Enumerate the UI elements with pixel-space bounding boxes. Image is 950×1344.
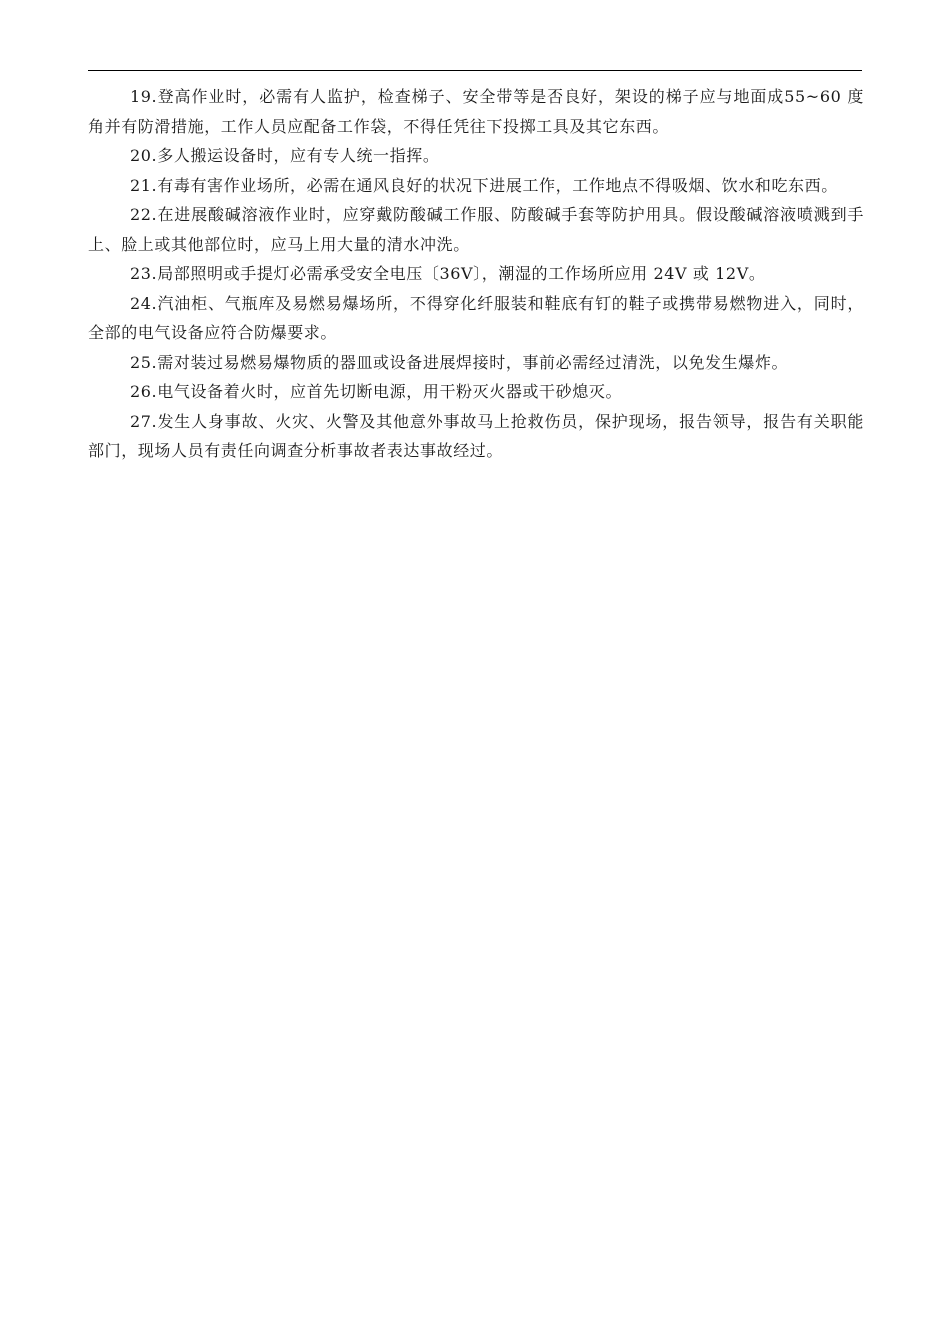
document-body [88,82,864,466]
paragraph-27: 27.发生人身事故、火灾、火警及其他意外事故马上抢救伤员，保护现场，报告领导，报告有关职能部门，现场人员有责任向调查分析事故者表达事故经过。 [88,411,864,460]
paragraph-26: 26.电气设备着火时，应首先切断电源，用干粉灭火器或干砂熄灭。 [130,382,623,401]
paragraph-22: 22.在进展酸碱溶液作业时，应穿戴防酸碱工作服、防酸碱手套等防护用具。假设酸碱溶液喷溅到手上、脸上或其他部位时，应马上用大量的清水冲洗。 [88,205,864,254]
paragraph-20: 20.多人搬运设备时，应有专人统一指挥。 [130,146,440,165]
paragraph-23: 23.局部照明或手提灯必需承受安全电压〔36V〕，潮湿的工作场所应用 24V 或 12V。 [130,264,766,283]
paragraph-19: 19.登高作业时，必需有人监护，检查梯子、安全带等是否良好，架设的梯子应与地面成55~60 度角并有防滑措施，工作人员应配备工作袋，不得任凭往下投掷工具及其它东西。 [88,87,864,136]
paragraph-21: 21.有毒有害作业场所，必需在通风良好的状况下进展工作，工作地点不得吸烟、饮水和吃东西。 [130,175,838,195]
header-rule [88,70,862,71]
paragraph-24: 24.汽油柜、气瓶库及易燃易爆场所，不得穿化纤服装和鞋底有钉的鞋子或携带易燃物进入，同时，全部的电气设备应符合防爆要求。 [88,293,864,342]
paragraph-25: 25.需对装过易燃易爆物质的器皿或设备进展焊接时，事前必需经过清洗，以免发生爆炸。 [130,352,789,372]
